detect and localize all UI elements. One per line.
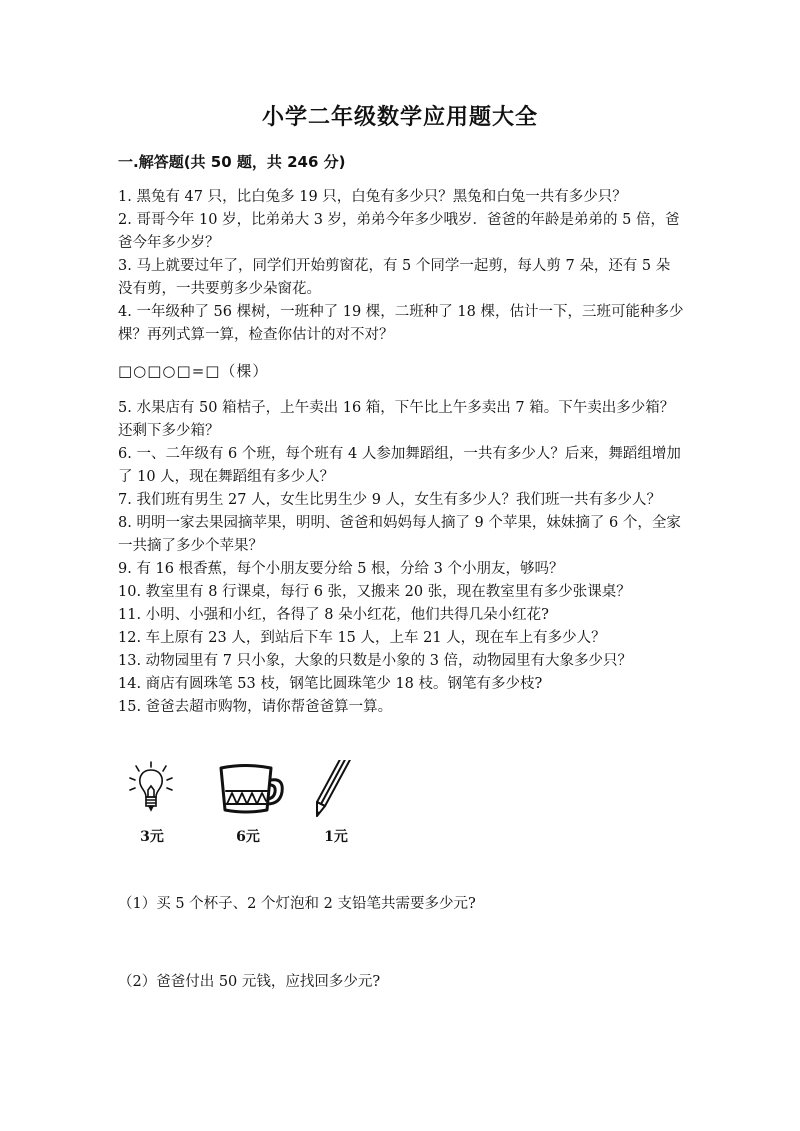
shopping-items xyxy=(118,760,418,850)
question-list xyxy=(118,186,684,719)
question-12: 12. 车上原有 23 人，到站后下车 15 人，上车 21 人，现在车上有多少人？ xyxy=(118,630,606,646)
question-8: 8. 明明一家去果园摘苹果，明明、爸爸和妈妈每人摘了 9 个苹果，妹妹摘了 6 个，全家一共摘了多少个苹果？ xyxy=(118,515,681,554)
question-6: 6. 一、二年级有 6 个班，每个班有 4 人参加舞蹈组，一共有多少人？后来，舞蹈组增加了 10 人，现在舞蹈组有多少人？ xyxy=(118,446,681,485)
sub-question-2: （2）爸爸付出 50 元钱，应找回多少元? xyxy=(118,974,381,990)
question-1: 1. 黑兔有 47 只，比白兔多 19 只，白兔有多少只？黑兔和白兔一共有多少只？ xyxy=(118,189,627,205)
lightbulb-price: 3元 xyxy=(140,829,164,845)
question-14: 14. 商店有圆珠笔 53 枝，钢笔比圆珠笔少 18 枝。钢笔有多少枝? xyxy=(118,676,543,692)
question-15: 15. 爸爸去超市购物，请你帮爸爸算一算。 xyxy=(118,699,393,715)
answer-formula: □○□○□=□（棵） xyxy=(118,362,269,380)
question-11: 11. 小明、小强和小红，各得了 8 朵小红花，他们共得几朵小红花? xyxy=(118,607,549,623)
section-heading: 一.解答题(共 50 题，共 246 分) xyxy=(118,153,346,171)
page-title: 小学二年级数学应用题大全 xyxy=(261,105,538,130)
pencil-price: 1元 xyxy=(324,829,348,845)
question-9: 9. 有 16 根香蕉，每个小朋友要分给 5 根，分给 3 个小朋友，够吗？ xyxy=(118,561,564,577)
pencil-icon xyxy=(308,760,388,820)
item-cup xyxy=(216,760,296,850)
lightbulb-icon xyxy=(118,760,198,820)
question-7: 7. 我们班有男生 27 人，女生比男生少 9 人，女生有多少人？我们班一共有多少人？ xyxy=(118,492,662,508)
question-5: 5. 水果店有 50 箱桔子，上午卖出 16 箱，下午比上午多卖出 7 箱。下午卖出多少箱？还剩下多少箱？ xyxy=(118,400,675,439)
question-3: 3. 马上就要过年了，同学们开始剪窗花，有 5 个同学一起剪，每人剪 7 朵，还有 5 朵没有剪，一共要剪多少朵窗花。 xyxy=(118,258,671,297)
cup-icon xyxy=(216,760,296,820)
question-2: 2. 哥哥今年 10 岁，比弟弟大 3 岁，弟弟今年多少哦岁．爸爸的年龄是弟弟的 5 倍，爸爸今年多少岁？ xyxy=(118,212,680,251)
item-lightbulb xyxy=(118,760,198,850)
cup-price: 6元 xyxy=(236,829,260,845)
sub-question-1: （1）买 5 个杯子、2 个灯泡和 2 支铅笔共需要多少元? xyxy=(118,896,476,912)
question-10: 10. 教室里有 8 行课桌，每行 6 张，又搬来 20 张，现在教室里有多少张课桌？ xyxy=(118,584,631,600)
question-4: 4. 一年级种了 56 棵树，一班种了 19 棵，二班种了 18 棵，估计一下，三班可能种多少棵？再列式算一算，检查你估计的对不对？ xyxy=(118,304,684,343)
question-13: 13. 动物园里有 7 只小象，大象的只数是小象的 3 倍，动物园里有大象多少只？ xyxy=(118,653,633,669)
item-pencil xyxy=(308,760,388,850)
